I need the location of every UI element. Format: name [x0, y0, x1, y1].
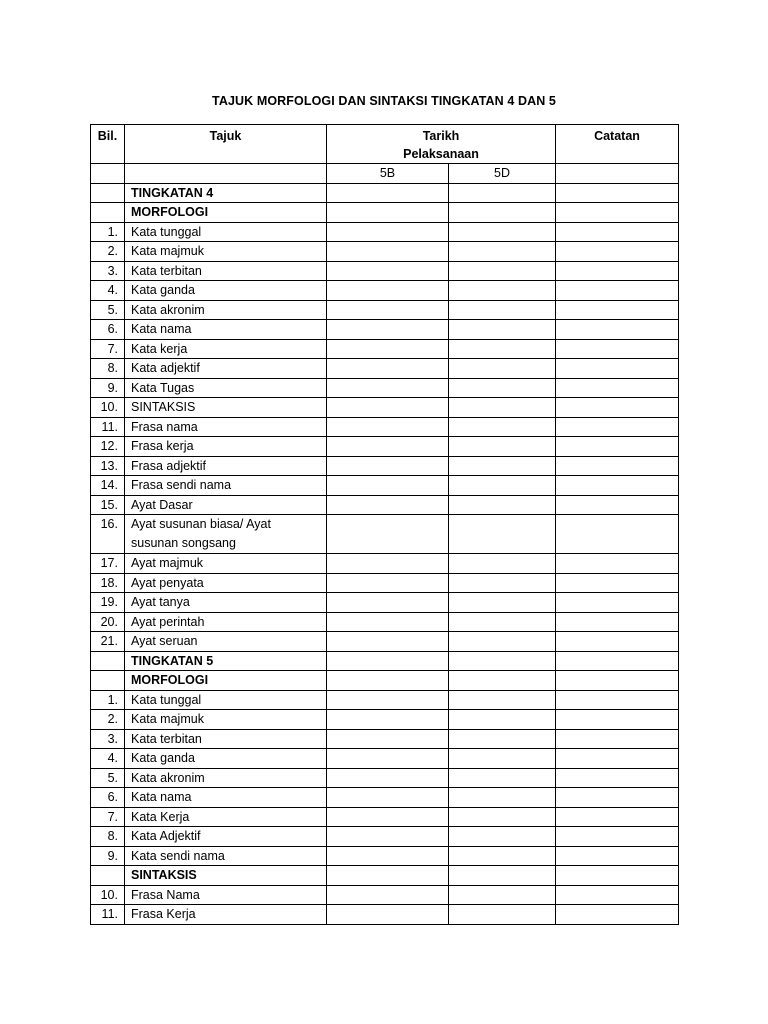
row-number: 15. [91, 495, 125, 515]
row-number: 10. [91, 398, 125, 418]
row-topic: Frasa sendi nama [125, 476, 327, 496]
row-number: 2. [91, 710, 125, 730]
row-number: 16. [91, 515, 125, 554]
cell-catatan [556, 690, 679, 710]
row-topic: Kata adjektif [125, 359, 327, 379]
table-row [91, 612, 679, 632]
table-row [91, 788, 679, 808]
table-row [91, 593, 679, 613]
row-topic: Kata nama [125, 320, 327, 340]
cell-5b [327, 417, 449, 437]
cell-5b [327, 359, 449, 379]
cell-5b [327, 671, 449, 691]
table-row [91, 749, 679, 769]
cell-5b [327, 222, 449, 242]
subheader-row [91, 164, 679, 184]
row-topic: Kata akronim [125, 768, 327, 788]
cell-5d [449, 320, 556, 340]
cell-5d [449, 593, 556, 613]
header-bil: Bil. [91, 125, 125, 164]
row-number: 4. [91, 749, 125, 769]
row-number: 7. [91, 339, 125, 359]
row-number: 11. [91, 417, 125, 437]
cell-5b [327, 339, 449, 359]
row-topic: Ayat Dasar [125, 495, 327, 515]
cell-5d [449, 788, 556, 808]
cell-5b [327, 203, 449, 223]
table-row [91, 281, 679, 301]
cell-catatan [556, 398, 679, 418]
row-number: 18. [91, 573, 125, 593]
table-row [91, 378, 679, 398]
cell-5b [327, 437, 449, 457]
cell-5b [327, 378, 449, 398]
table-row [91, 359, 679, 379]
row-number: 6. [91, 788, 125, 808]
row-topic: Ayat majmuk [125, 554, 327, 574]
cell-5d [449, 378, 556, 398]
cell-catatan [556, 651, 679, 671]
row-topic: Kata kerja [125, 339, 327, 359]
table-row [91, 339, 679, 359]
subheader-empty-catatan [556, 164, 679, 184]
table-row [91, 437, 679, 457]
cell-catatan [556, 827, 679, 847]
cell-catatan [556, 593, 679, 613]
table-row [91, 242, 679, 262]
row-topic: MORFOLOGI [125, 671, 327, 691]
header-tajuk: Tajuk [125, 125, 327, 164]
table-row [91, 456, 679, 476]
cell-catatan [556, 866, 679, 886]
cell-catatan [556, 456, 679, 476]
cell-5b [327, 398, 449, 418]
row-number: 12. [91, 437, 125, 457]
row-number: 4. [91, 281, 125, 301]
row-number: 1. [91, 690, 125, 710]
cell-5b [327, 729, 449, 749]
cell-catatan [556, 768, 679, 788]
cell-5d [449, 203, 556, 223]
topics-table-body [91, 183, 679, 924]
row-topic: SINTAKSIS [125, 866, 327, 886]
subheader-5b: 5B [327, 164, 449, 184]
cell-catatan [556, 378, 679, 398]
cell-5b [327, 320, 449, 340]
row-topic: Ayat seruan [125, 632, 327, 652]
cell-catatan [556, 573, 679, 593]
row-number: 11. [91, 905, 125, 925]
cell-5b [327, 476, 449, 496]
table-row [91, 671, 679, 691]
row-number [91, 651, 125, 671]
cell-5b [327, 281, 449, 301]
row-topic: Kata ganda [125, 281, 327, 301]
cell-catatan [556, 632, 679, 652]
row-number: 21. [91, 632, 125, 652]
table-row [91, 651, 679, 671]
cell-5d [449, 690, 556, 710]
table-row [91, 203, 679, 223]
cell-5b [327, 846, 449, 866]
row-topic: Kata majmuk [125, 710, 327, 730]
table-row [91, 398, 679, 418]
cell-5d [449, 710, 556, 730]
row-topic: Ayat susunan biasa/ Ayat susunan songsang [125, 515, 327, 554]
cell-5d [449, 612, 556, 632]
cell-5b [327, 300, 449, 320]
cell-5d [449, 242, 556, 262]
cell-5d [449, 417, 556, 437]
cell-5d [449, 300, 556, 320]
row-topic: Kata sendi nama [125, 846, 327, 866]
cell-5b [327, 749, 449, 769]
row-topic: Kata Tugas [125, 378, 327, 398]
cell-5d [449, 749, 556, 769]
row-topic: Kata majmuk [125, 242, 327, 262]
table-row [91, 690, 679, 710]
table-row [91, 885, 679, 905]
row-number: 5. [91, 768, 125, 788]
row-topic: Kata tunggal [125, 222, 327, 242]
row-number [91, 203, 125, 223]
row-number [91, 183, 125, 203]
cell-catatan [556, 261, 679, 281]
row-number: 10. [91, 885, 125, 905]
row-number: 14. [91, 476, 125, 496]
row-topic: SINTAKSIS [125, 398, 327, 418]
header-catatan: Catatan [556, 125, 679, 164]
cell-5b [327, 242, 449, 262]
cell-catatan [556, 437, 679, 457]
row-number: 3. [91, 261, 125, 281]
table-row [91, 320, 679, 340]
cell-5b [327, 593, 449, 613]
cell-catatan [556, 846, 679, 866]
cell-5d [449, 729, 556, 749]
row-topic: Frasa adjektif [125, 456, 327, 476]
cell-5b [327, 905, 449, 925]
cell-5b [327, 866, 449, 886]
cell-5b [327, 885, 449, 905]
table-row [91, 300, 679, 320]
table-row [91, 807, 679, 827]
row-number: 13. [91, 456, 125, 476]
cell-catatan [556, 749, 679, 769]
table-row [91, 417, 679, 437]
cell-5b [327, 827, 449, 847]
cell-catatan [556, 417, 679, 437]
cell-5b [327, 651, 449, 671]
table-row [91, 573, 679, 593]
row-number: 9. [91, 846, 125, 866]
row-topic: Kata terbitan [125, 729, 327, 749]
row-topic: Frasa Kerja [125, 905, 327, 925]
row-number: 7. [91, 807, 125, 827]
cell-5b [327, 710, 449, 730]
row-topic: Kata nama [125, 788, 327, 808]
row-topic: TINGKATAN 4 [125, 183, 327, 203]
cell-catatan [556, 203, 679, 223]
row-number: 6. [91, 320, 125, 340]
cell-catatan [556, 339, 679, 359]
cell-5b [327, 612, 449, 632]
cell-5d [449, 183, 556, 203]
row-topic: Frasa Nama [125, 885, 327, 905]
cell-5d [449, 456, 556, 476]
row-topic: Frasa kerja [125, 437, 327, 457]
table-row [91, 495, 679, 515]
row-number: 9. [91, 378, 125, 398]
cell-5b [327, 554, 449, 574]
cell-5d [449, 807, 556, 827]
row-number: 8. [91, 359, 125, 379]
cell-catatan [556, 515, 679, 554]
cell-5d [449, 632, 556, 652]
cell-5b [327, 573, 449, 593]
cell-5b [327, 495, 449, 515]
cell-5d [449, 359, 556, 379]
cell-5d [449, 495, 556, 515]
document-title: TAJUK MORFOLOGI DAN SINTAKSI TINGKATAN 4 DAN 5 [212, 94, 556, 108]
cell-5b [327, 807, 449, 827]
row-topic: Frasa nama [125, 417, 327, 437]
table-row [91, 515, 679, 554]
table-row [91, 729, 679, 749]
row-number [91, 866, 125, 886]
row-number: 8. [91, 827, 125, 847]
table-row [91, 261, 679, 281]
row-number: 3. [91, 729, 125, 749]
row-number: 5. [91, 300, 125, 320]
cell-5d [449, 339, 556, 359]
cell-5d [449, 281, 556, 301]
table-row [91, 905, 679, 925]
row-number: 1. [91, 222, 125, 242]
row-topic: Kata Kerja [125, 807, 327, 827]
cell-catatan [556, 183, 679, 203]
row-topic: Ayat perintah [125, 612, 327, 632]
row-topic: Kata ganda [125, 749, 327, 769]
row-topic: MORFOLOGI [125, 203, 327, 223]
table-row [91, 710, 679, 730]
row-number [91, 671, 125, 691]
cell-catatan [556, 495, 679, 515]
table-row [91, 183, 679, 203]
row-number: 20. [91, 612, 125, 632]
row-topic: Ayat penyata [125, 573, 327, 593]
cell-5d [449, 671, 556, 691]
row-topic: Kata terbitan [125, 261, 327, 281]
topics-table [90, 124, 679, 925]
subheader-empty-tajuk [125, 164, 327, 184]
cell-5b [327, 768, 449, 788]
cell-catatan [556, 320, 679, 340]
row-topic: TINGKATAN 5 [125, 651, 327, 671]
row-topic: Kata Adjektif [125, 827, 327, 847]
row-number: 17. [91, 554, 125, 574]
cell-catatan [556, 905, 679, 925]
table-row [91, 827, 679, 847]
header-tarikh: Tarikh Pelaksanaan [327, 125, 556, 164]
cell-5d [449, 554, 556, 574]
cell-5d [449, 846, 556, 866]
cell-5d [449, 866, 556, 886]
cell-5b [327, 456, 449, 476]
cell-5b [327, 788, 449, 808]
cell-catatan [556, 554, 679, 574]
cell-catatan [556, 807, 679, 827]
cell-5d [449, 261, 556, 281]
cell-catatan [556, 671, 679, 691]
table-row [91, 554, 679, 574]
cell-5b [327, 632, 449, 652]
subheader-empty-bil [91, 164, 125, 184]
cell-5b [327, 690, 449, 710]
row-topic: Kata tunggal [125, 690, 327, 710]
cell-5d [449, 437, 556, 457]
cell-5b [327, 515, 449, 554]
table-row [91, 222, 679, 242]
cell-catatan [556, 612, 679, 632]
cell-5b [327, 261, 449, 281]
cell-catatan [556, 476, 679, 496]
cell-5d [449, 398, 556, 418]
cell-catatan [556, 359, 679, 379]
cell-catatan [556, 710, 679, 730]
cell-catatan [556, 300, 679, 320]
row-topic: Ayat tanya [125, 593, 327, 613]
cell-5d [449, 515, 556, 554]
cell-5d [449, 573, 556, 593]
table-row [91, 768, 679, 788]
cell-5b [327, 183, 449, 203]
cell-5d [449, 476, 556, 496]
table-row [91, 632, 679, 652]
cell-catatan [556, 788, 679, 808]
table-row [91, 476, 679, 496]
row-number: 2. [91, 242, 125, 262]
table-row [91, 866, 679, 886]
cell-5d [449, 651, 556, 671]
row-topic: Kata akronim [125, 300, 327, 320]
cell-catatan [556, 242, 679, 262]
row-number: 19. [91, 593, 125, 613]
cell-5d [449, 222, 556, 242]
cell-5d [449, 905, 556, 925]
subheader-5d: 5D [449, 164, 556, 184]
cell-catatan [556, 281, 679, 301]
cell-5d [449, 885, 556, 905]
cell-catatan [556, 222, 679, 242]
cell-5d [449, 827, 556, 847]
cell-catatan [556, 885, 679, 905]
cell-catatan [556, 729, 679, 749]
cell-5d [449, 768, 556, 788]
table-row [91, 846, 679, 866]
header-row [91, 125, 679, 164]
